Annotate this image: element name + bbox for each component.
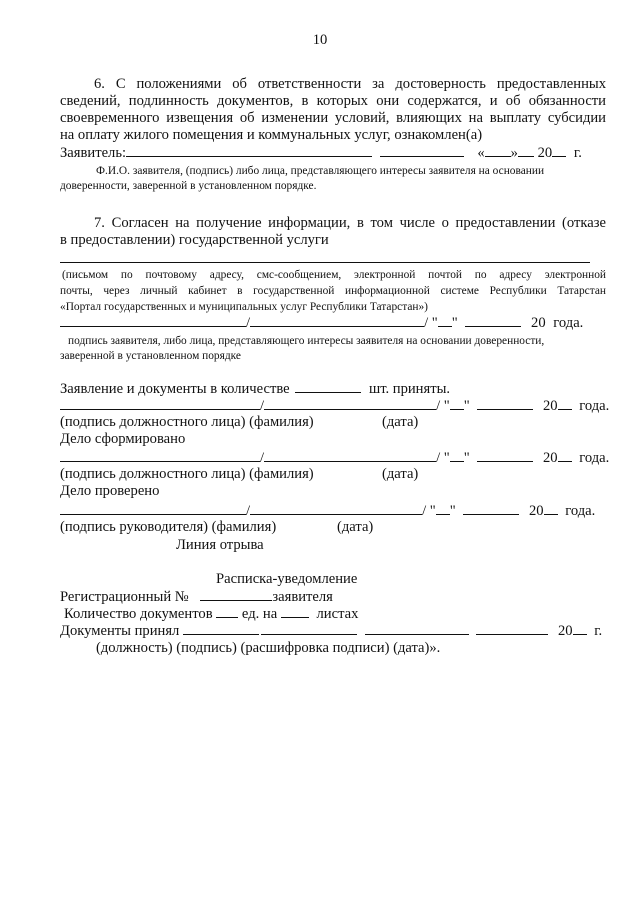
date-open-quote: «	[477, 145, 485, 161]
item7-surname-line[interactable]	[250, 314, 424, 327]
item7-signature-row: / / " " 20 года.	[60, 314, 583, 332]
month-line[interactable]	[518, 144, 534, 157]
formed-year-prefix: 20	[543, 450, 558, 466]
receipt-year-prefix: 20	[557, 623, 573, 639]
caption-date-2: (дата)	[382, 466, 419, 482]
official-sign-line[interactable]	[60, 397, 260, 410]
formed-surname-line[interactable]	[264, 449, 436, 462]
count-label: Количество документов	[64, 606, 213, 622]
registration-label: Регистрационный №	[60, 589, 189, 605]
applicant-name-line[interactable]	[126, 144, 372, 157]
applicant-signature-row	[60, 144, 582, 162]
formed-year-line[interactable]	[558, 449, 572, 462]
count-line[interactable]	[216, 605, 238, 618]
checked-day-line[interactable]	[436, 502, 450, 515]
checked-month-line[interactable]	[463, 502, 519, 515]
acceptance-row	[60, 380, 450, 398]
notification-method-line[interactable]	[60, 262, 590, 263]
formed-day-line[interactable]	[450, 449, 464, 462]
year-prefix: 20	[537, 145, 553, 161]
document-count-row	[60, 605, 358, 623]
date-close-quote: »	[510, 145, 518, 161]
caption-date-1: (дата)	[382, 414, 419, 430]
item7-year-prefix: 20	[531, 315, 546, 331]
caption-official-2: (подпись должностного лица) (фамилия)	[60, 466, 314, 482]
acceptance-year-prefix: 20	[543, 398, 558, 414]
item6-note-line-2: доверенности, заверенной в установленном порядке.	[60, 180, 317, 192]
receipt-title: Расписка-уведомление	[216, 571, 358, 587]
item7-note-line-1: подпись заявителя, либо лица, представляющего интересы заявителя на основании доверенности,	[68, 335, 545, 347]
acceptance-suffix: шт. приняты.	[368, 381, 451, 397]
tear-line-label: Линия отрыва	[176, 537, 264, 553]
formed-year-suffix: года.	[579, 450, 610, 466]
count-units: ед. на	[241, 606, 278, 622]
position-line[interactable]	[183, 622, 259, 635]
checked-year-prefix: 20	[529, 503, 544, 519]
document-count-line[interactable]	[295, 380, 361, 393]
acceptance-year-suffix: года.	[579, 398, 610, 414]
formed-month-line[interactable]	[477, 449, 533, 462]
registration-number-line[interactable]	[200, 588, 272, 601]
page-number: 10	[312, 32, 328, 48]
item6-line-2: сведений, подлинность документов, в которых они содержатся, и об обязанности	[60, 93, 606, 109]
quote-close: "	[451, 315, 458, 331]
acceptance-label: Заявление и документы в количестве	[60, 381, 290, 397]
sheets-label: листах	[316, 606, 359, 622]
acceptance-day-line[interactable]	[450, 397, 464, 410]
item7-year-suffix: года.	[553, 315, 584, 331]
acceptance-month-line[interactable]	[477, 397, 533, 410]
item7-month-line[interactable]	[465, 314, 521, 327]
checked-year-suffix: года.	[565, 503, 596, 519]
item6-line-3: своевременного извещения об изменении условий, влияющих на выплату субсидии	[60, 110, 606, 126]
item7-line-2: в предоставлении) государственной услуги	[60, 232, 329, 248]
year-line[interactable]	[552, 144, 566, 157]
accepted-row	[60, 622, 602, 640]
methods-line-2: почты, через личный кабинет в государственной информационной системе Республики Татарстан	[60, 285, 606, 297]
applicant-label: Заявитель:	[60, 145, 127, 161]
checked-surname-line[interactable]	[250, 502, 422, 515]
checked-sign-line[interactable]	[60, 502, 246, 515]
item7-day-line[interactable]	[438, 314, 452, 327]
checked-signature-row: / / " " 20 года.	[60, 502, 595, 520]
item7-line-1: 7. Согласен на получение информации, в том числе о предоставлении (отказе	[94, 215, 606, 231]
receipt-date-line[interactable]	[476, 622, 548, 635]
decoding-line[interactable]	[365, 622, 469, 635]
caption-head: (подпись руководителя) (фамилия)	[60, 519, 277, 535]
formed-sign-line[interactable]	[60, 449, 260, 462]
acceptance-signature-row: / / " " 20 года.	[60, 397, 609, 415]
day-line[interactable]	[485, 144, 511, 157]
methods-line-1: (письмом по почтовому адресу, смс-сообщением, электронной почтой по адресу электронной	[62, 269, 606, 281]
accepted-label: Документы принял	[60, 623, 180, 639]
item7-sign-line[interactable]	[60, 314, 246, 327]
registration-row	[60, 588, 333, 606]
formed-signature-row: / / " " 20 года.	[60, 449, 609, 467]
case-checked-label: Дело проверено	[60, 483, 160, 499]
item6-line-1: 6. С положениями об ответственности за достоверность предоставленных	[94, 76, 606, 92]
caption-date-3: (дата)	[337, 519, 374, 535]
item6-line-4: на оплату жилого помещения и коммунальных услуг, ознакомлен(а)	[60, 127, 483, 143]
official-surname-line[interactable]	[264, 397, 436, 410]
applicant-sign-line[interactable]	[380, 144, 464, 157]
receipt-year-suffix: г.	[594, 623, 603, 639]
quote-open: "	[431, 315, 438, 331]
item7-note-line-2: заверенной в установленном порядке	[60, 350, 241, 362]
registration-suffix: заявителя	[272, 589, 333, 605]
sheets-line[interactable]	[281, 605, 309, 618]
checked-year-line[interactable]	[544, 502, 558, 515]
signature-line[interactable]	[261, 622, 357, 635]
acceptance-year-line[interactable]	[558, 397, 572, 410]
year-suffix: г.	[573, 145, 582, 161]
methods-line-3: «Портал государственных и муниципальных услуг Республики Татарстан»)	[60, 301, 428, 313]
item6-note-line-1: Ф.И.О. заявителя, (подпись) либо лица, представляющего интересы заявителя на основании	[96, 165, 545, 177]
caption-official: (подпись должностного лица) (фамилия)	[60, 414, 314, 430]
receipt-caption: (должность) (подпись) (расшифровка подписи) (дата)».	[96, 640, 441, 656]
receipt-year-line[interactable]	[573, 622, 587, 635]
case-formed-label: Дело сформировано	[60, 431, 186, 447]
